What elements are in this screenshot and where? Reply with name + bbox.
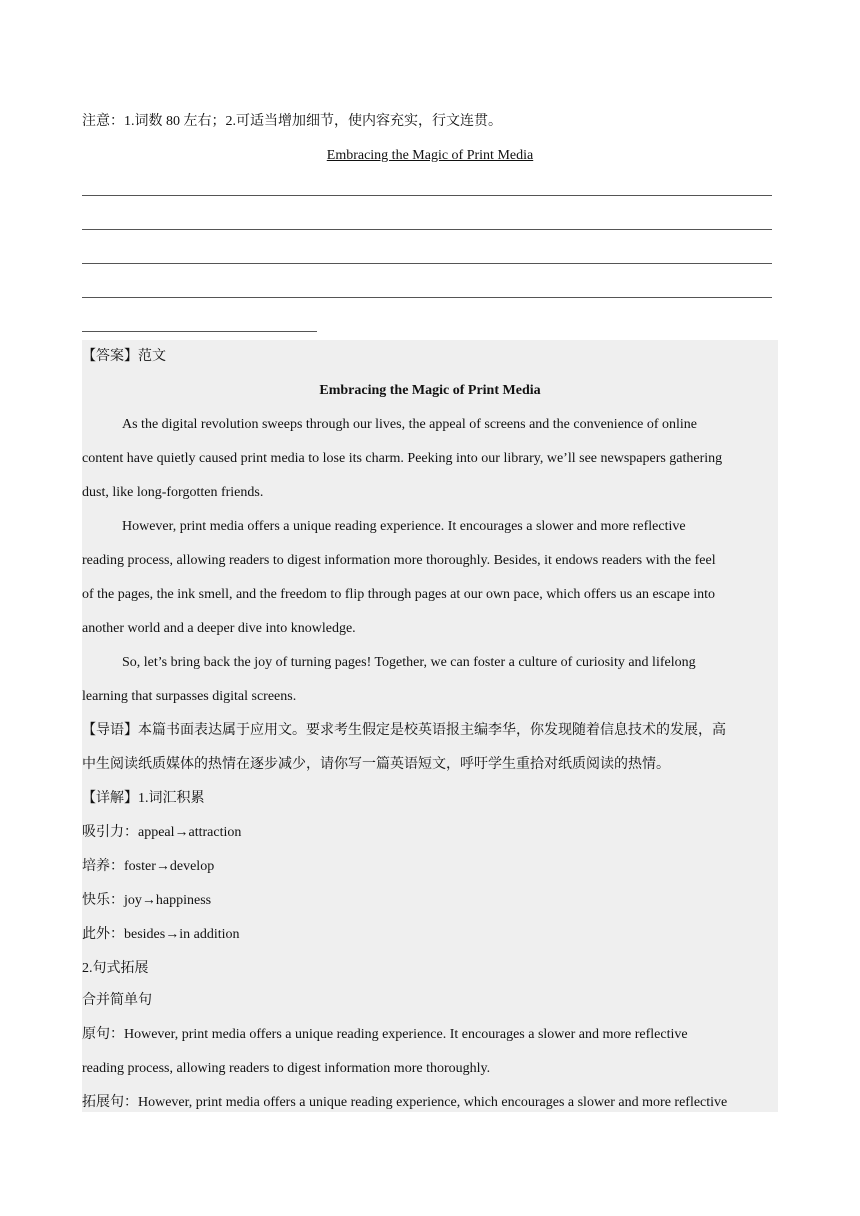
- writing-line: [82, 297, 772, 298]
- prompt-title: Embracing the Magic of Print Media: [326, 148, 534, 163]
- original-sentence: reading process, allowing readers to digest information more thoroughly.: [82, 1061, 491, 1076]
- writing-line: [82, 331, 317, 332]
- answer-title: Embracing the Magic of Print Media: [319, 383, 541, 398]
- vocab-item: 快乐：joy→happiness: [82, 893, 212, 908]
- guide-line: 【导语】本篇书面表达属于应用文。要求考生假定是校英语报主编李华，你发现随着信息技术的发展，高: [82, 723, 726, 738]
- essay-line: content have quietly caused print media to lose its charm. Peeking into our library, we’ll see newspapers gathering: [82, 451, 723, 466]
- essay-line: another world and a deeper dive into knowledge.: [82, 621, 356, 636]
- extended-sentence: 拓展句：However, print media offers a unique reading experience, which encourages a slower and more reflective: [82, 1095, 728, 1110]
- answer-label: 【答案】范文: [82, 349, 166, 364]
- essay-line: So, let’s bring back the joy of turning pages! Together, we can foster a culture of curiosity and lifelong: [122, 655, 696, 670]
- vocab-item: 此外：besides→in addition: [82, 927, 240, 942]
- essay-line: However, print media offers a unique reading experience. It encourages a slower and more reflective: [122, 519, 686, 534]
- vocab-item: 吸引力：appeal→attraction: [82, 825, 242, 840]
- essay-line: dust, like long-forgotten friends.: [82, 485, 264, 500]
- essay-line: reading process, allowing readers to digest information more thoroughly. Besides, it endows readers with the feel: [82, 553, 716, 568]
- note-text: 注意：1.词数 80 左右；2.可适当增加细节，使内容充实，行文连贯。: [82, 114, 502, 129]
- guide-line: 中生阅读纸质媒体的热情在逐步减少，请你写一篇英语短文，呼吁学生重拾对纸质阅读的热情。: [82, 757, 670, 772]
- writing-line: [82, 263, 772, 264]
- detail-label: 【详解】1.词汇积累: [82, 791, 205, 806]
- writing-line: [82, 195, 772, 196]
- section-heading: 2.句式拓展: [82, 961, 149, 976]
- original-sentence: 原句：However, print media offers a unique reading experience. It encourages a slower and more reflective: [82, 1027, 688, 1042]
- essay-line: learning that surpasses digital screens.: [82, 689, 297, 704]
- vocab-item: 培养：foster→develop: [82, 859, 215, 874]
- essay-line: As the digital revolution sweeps through our lives, the appeal of screens and the convenience of online: [122, 417, 697, 432]
- essay-line: of the pages, the ink smell, and the freedom to flip through pages at our own pace, which offers us an escape into: [82, 587, 716, 602]
- writing-line: [82, 229, 772, 230]
- subsection-heading: 合并简单句: [82, 993, 152, 1008]
